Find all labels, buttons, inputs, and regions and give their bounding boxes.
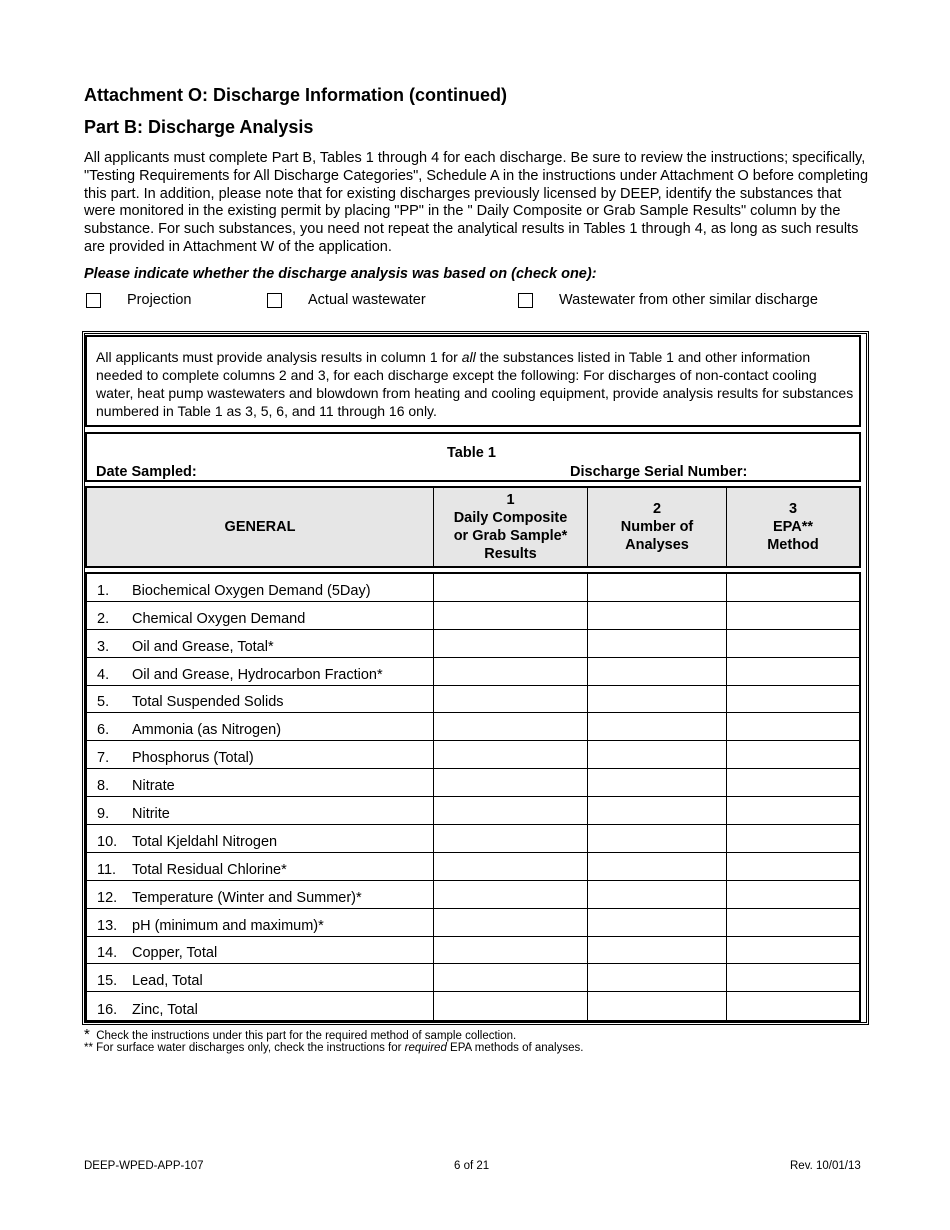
analyses-count-input-cell[interactable] — [588, 574, 727, 601]
substance-cell — [87, 881, 434, 908]
row-number: 1. — [97, 582, 110, 599]
results-input-cell[interactable] — [434, 797, 588, 824]
substance-cell — [87, 769, 434, 796]
row-number: 7. — [97, 750, 110, 767]
results-input-cell[interactable] — [434, 825, 588, 852]
substance-table — [85, 572, 861, 1022]
results-input-cell[interactable] — [434, 630, 588, 657]
substance-name: Total Suspended Solids — [132, 694, 284, 711]
substance-cell — [87, 853, 434, 880]
substance-cell — [87, 992, 434, 1020]
results-input-cell[interactable] — [434, 713, 588, 740]
row-number: 5. — [97, 694, 110, 711]
analyses-count-input-cell[interactable] — [588, 686, 727, 713]
table-row — [87, 964, 859, 992]
substance-cell — [87, 937, 434, 964]
row-number: 3. — [97, 638, 110, 655]
substance-name: Chemical Oxygen Demand — [132, 610, 306, 627]
epa-method-input-cell[interactable] — [727, 630, 859, 657]
epa-method-input-cell[interactable] — [727, 881, 859, 908]
row-number: 9. — [97, 806, 110, 823]
epa-method-input-cell[interactable] — [727, 741, 859, 768]
results-input-cell[interactable] — [434, 686, 588, 713]
discharge-serial-label: Discharge Serial Number: — [570, 464, 748, 480]
footnote-2: ** For surface water discharges only, check the instructions for required EPA methods of analyses. — [84, 1042, 584, 1054]
row-number: 15. — [97, 973, 118, 990]
analyses-count-input-cell[interactable] — [588, 853, 727, 880]
general-header: GENERAL — [87, 488, 434, 566]
substance-name: Oil and Grease, Hydrocarbon Fraction* — [132, 666, 383, 683]
analyses-count-input-cell[interactable] — [588, 881, 727, 908]
epa-method-input-cell[interactable] — [727, 769, 859, 796]
analyses-count-input-cell[interactable] — [588, 630, 727, 657]
substance-cell — [87, 713, 434, 740]
row-number: 8. — [97, 778, 110, 795]
analyses-count-input-cell[interactable] — [588, 992, 727, 1020]
table-row — [87, 769, 859, 797]
results-input-cell[interactable] — [434, 769, 588, 796]
epa-method-input-cell[interactable] — [727, 992, 859, 1020]
epa-method-header: 3 EPA** Method — [767, 501, 819, 553]
substance-name: Nitrite — [132, 806, 170, 823]
epa-method-input-cell[interactable] — [727, 909, 859, 936]
form-id: DEEP-WPED-APP-107 — [84, 1160, 204, 1172]
substance-name: Temperature (Winter and Summer)* — [132, 889, 362, 906]
substance-cell — [87, 825, 434, 852]
table-row — [87, 797, 859, 825]
analyses-count-input-cell[interactable] — [588, 964, 727, 991]
projection-label: Projection — [127, 292, 192, 308]
substance-name: Ammonia (as Nitrogen) — [132, 722, 282, 739]
substance-cell — [87, 658, 434, 685]
page-number: 6 of 21 — [454, 1160, 490, 1172]
row-number: 2. — [97, 610, 110, 627]
substance-cell — [87, 574, 434, 601]
substance-cell — [87, 964, 434, 991]
substance-name: pH (minimum and maximum)* — [132, 917, 324, 934]
substance-name: Copper, Total — [132, 945, 218, 962]
table-row — [87, 853, 859, 881]
projection-checkbox[interactable] — [86, 293, 101, 308]
table-row — [87, 602, 859, 630]
substance-cell — [87, 630, 434, 657]
option-actual-wastewater[interactable] — [267, 292, 426, 308]
substance-name: Biochemical Oxygen Demand (5Day) — [132, 582, 371, 599]
row-number: 14. — [97, 945, 118, 962]
row-number: 11. — [97, 861, 117, 878]
results-input-cell[interactable] — [434, 741, 588, 768]
footnote-1: * Check the instructions under this part for the required method of sample collection. — [84, 1026, 517, 1043]
substance-name: Total Kjeldahl Nitrogen — [132, 833, 278, 850]
substance-name: Zinc, Total — [132, 1002, 198, 1019]
analyses-count-header: 2 Number of Analyses — [588, 488, 727, 566]
row-number: 10. — [97, 833, 118, 850]
analyses-count-input-cell[interactable] — [588, 825, 727, 852]
analyses-count-input-cell[interactable] — [588, 769, 727, 796]
analyses-count-input-cell[interactable] — [588, 602, 727, 629]
substance-cell — [87, 741, 434, 768]
instruction-box — [85, 335, 861, 427]
option-similar-discharge[interactable] — [518, 292, 818, 308]
epa-method-input-cell[interactable] — [727, 713, 859, 740]
table-row — [87, 992, 859, 1020]
instruction-text: All applicants must provide analysis results in column 1 for all the substances listed in Table 1 and other information needed to complete columns 2 and 3, for each discharge except the following: For discharges of non-contact cooling water, heat pump wastewaters and blowdown from heating and cooling equipment, provide analysis results for substances numbered in Table 1 as 3, 5, 6, and 11 through 16 only. — [96, 349, 854, 419]
substance-cell — [87, 686, 434, 713]
substance-cell — [87, 797, 434, 824]
date-sampled-label: Date Sampled: — [96, 464, 197, 480]
results-input-cell[interactable] — [434, 881, 588, 908]
similar-discharge-label: Wastewater from other similar discharge — [559, 292, 818, 308]
table-row — [87, 574, 859, 602]
section-title: Part B: Discharge Analysis — [84, 117, 314, 137]
table-title: Table 1 — [447, 445, 496, 461]
epa-method-input-cell[interactable] — [727, 797, 859, 824]
epa-method-input-cell[interactable] — [727, 658, 859, 685]
row-number: 4. — [97, 666, 110, 683]
substance-name: Oil and Grease, Total* — [132, 638, 274, 655]
results-input-cell[interactable] — [434, 574, 588, 601]
analyses-count-input-cell[interactable] — [588, 909, 727, 936]
column-headers — [85, 486, 861, 568]
substance-name: Lead, Total — [132, 973, 203, 990]
results-input-cell[interactable] — [434, 602, 588, 629]
row-number: 12. — [97, 889, 118, 906]
table-row — [87, 741, 859, 769]
analysis-basis-question: Please indicate whether the discharge analysis was based on (check one): — [84, 266, 597, 282]
table-row — [87, 937, 859, 965]
epa-method-input-cell[interactable] — [727, 574, 859, 601]
epa-method-input-cell[interactable] — [727, 825, 859, 852]
analyses-count-input-cell[interactable] — [588, 797, 727, 824]
row-number: 16. — [97, 1002, 118, 1019]
results-input-cell[interactable] — [434, 909, 588, 936]
table-row — [87, 909, 859, 937]
page-title: Attachment O: Discharge Information (continued) — [84, 85, 508, 105]
epa-method-input-cell[interactable] — [727, 937, 859, 964]
substance-name: Nitrate — [132, 778, 175, 795]
table-row — [87, 630, 859, 658]
analyses-count-input-cell[interactable] — [588, 741, 727, 768]
table-header — [85, 432, 861, 482]
substance-cell — [87, 909, 434, 936]
substance-name: Total Residual Chlorine* — [132, 861, 287, 878]
option-projection[interactable] — [86, 292, 191, 308]
results-input-cell[interactable] — [434, 964, 588, 991]
revision-date: Rev. 10/01/13 — [790, 1160, 861, 1172]
table-row — [87, 658, 859, 686]
table-row — [87, 713, 859, 741]
actual-wastewater-label: Actual wastewater — [308, 292, 426, 308]
results-input-cell[interactable] — [434, 853, 588, 880]
analyses-count-input-cell[interactable] — [588, 937, 727, 964]
row-number: 6. — [97, 722, 110, 739]
similar-discharge-checkbox[interactable] — [518, 293, 533, 308]
results-input-cell[interactable] — [434, 658, 588, 685]
analyses-count-input-cell[interactable] — [588, 658, 727, 685]
results-header: 1 Daily Composite or Grab Sample* Results — [434, 488, 588, 566]
results-input-cell[interactable] — [434, 937, 588, 964]
actual-wastewater-checkbox[interactable] — [267, 293, 282, 308]
row-number: 13. — [97, 917, 118, 934]
epa-method-input-cell[interactable] — [727, 853, 859, 880]
table-row — [87, 881, 859, 909]
results-input-cell[interactable] — [434, 992, 588, 1020]
substance-cell — [87, 602, 434, 629]
intro-paragraph: All applicants must complete Part B, Tables 1 through 4 for each discharge. Be sure to review the instructions; specifically, "Testing Requirements for All Discharge Categories", Schedule A in the instructions under Attachment O before completing this part. In addition, please note that for existing discharges previously licensed by DEEP, identify the substances that were monitored in the existing permit by placing "PP" in the " Daily Composite or Grab Sample Results" column by the substance. For such substances, you need not repeat the analytical results in Tables 1 through 4, as long as such results are provided in Attachment W of the application. — [84, 150, 869, 255]
epa-method-input-cell[interactable] — [727, 602, 859, 629]
analyses-count-input-cell[interactable] — [588, 713, 727, 740]
table-row — [87, 686, 859, 714]
substance-name: Phosphorus (Total) — [132, 750, 254, 767]
epa-method-input-cell[interactable] — [727, 964, 859, 991]
table-row — [87, 825, 859, 853]
epa-method-input-cell[interactable] — [727, 686, 859, 713]
